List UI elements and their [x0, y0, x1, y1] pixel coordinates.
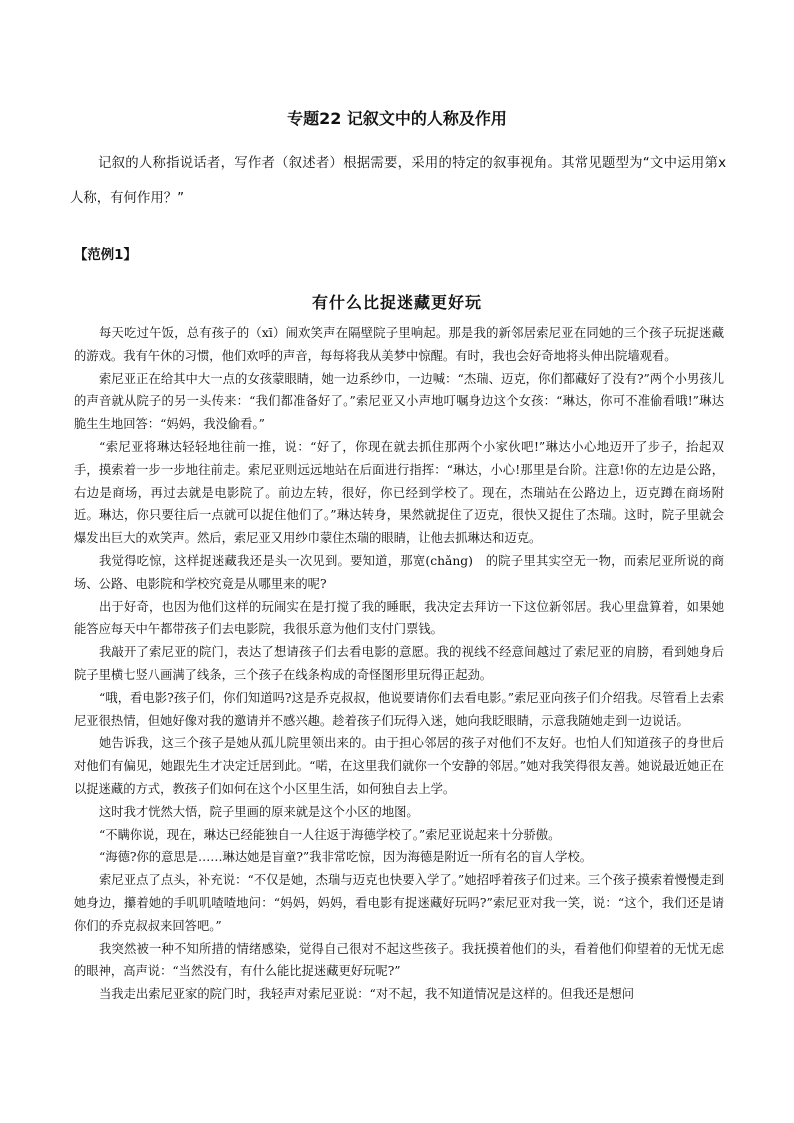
example-label: 【范例1】 [74, 248, 137, 263]
story-paragraph: 我突然被一种不知所措的情绪感染，觉得自己很对不起这些孩子。我抚摸着他们的头，看着他们仰望着的无忧无虑的眼神，高声说：“当然没有，有什么能比捉迷藏更好玩呢?” [74, 941, 724, 979]
story-paragraph: “索尼亚将琳达轻轻地往前一推，说：“好了，你现在就去抓住那两个小家伙吧!”琳达小心地迈开了步子，抬起双手，摸索着一步一步地往前走。索尼亚则远远地站在后面进行指挥：“琳达，小心!那里是台阶。注意!你的左边是公路，右边是商场，再过去就是电影院了。前边左转，很好，你已经到学校了。现在，杰瑞站在公路边上，迈克蹲在商场附近。琳达，你只要往后一点就可以捉住他们了。”琳达转身，果然就捉住了迈克，很快又捉住了杰瑞。这时，院子里就会爆发出巨大的欢笑声。然后，索尼亚又用纱巾蒙住杰瑞的眼睛，让他去抓琳达和迈克。 [74, 439, 724, 546]
story-paragraph: 当我走出索尼亚家的院门时，我轻声对索尼亚说：“对不起，我不知道情况是这样的。但我还是想问 [99, 987, 635, 1002]
story-paragraph: 每天吃过午饭，总有孩子的（xī）闹欢笑声在隔壁院子里响起。那是我的新邻居索尼亚在同她的三个孩子玩捉迷藏的游戏。我有午休的习惯，他们欢呼的声音，每每将我从美梦中惊醒。有时，我也会好奇地将头伸出院墙观看。 [74, 326, 724, 363]
intro-paragraph: 记叙的人称指说话者，写作者（叙述者）根据需要，采用的特定的叙事视角。其常见题型为“文中运用第x人称，有何作用？” [70, 156, 726, 206]
story-body [74, 322, 724, 1006]
story-paragraph: 出于好奇，也因为他们这样的玩闹实在是打搅了我的睡眠，我决定去拜访一下这位新邻居。我心里盘算着，如果她能答应每天中午都带孩子们去电影院，我很乐意为他们支付门票钱。 [74, 599, 724, 637]
story-paragraph: 我觉得吃惊，这样捉迷藏我还是头一次见到。要知道，那宽(chǎng) 的院子里其实空无一物，而索尼亚所说的商场、公路、电影院和学校究竟是从哪里来的呢? [74, 553, 724, 591]
story-paragraph: 这时我才恍然大悟，院子里画的原来就是这个小区的地图。 [99, 804, 419, 819]
story-title: 有什么比捉迷藏更好玩 [311, 293, 482, 312]
story-paragraph: “哦，看电影?孩子们，你们知道吗?这是乔克叔叔，他说要请你们去看电影。”索尼亚向孩子们介绍我。尽管看上去索尼亚很热情，但她好像对我的邀请并不感兴趣。趁着孩子们玩得入迷，她向我眨眼睛，示意我随她走到一边说话。 [74, 690, 724, 728]
story-paragraph: 索尼亚点了点头，补充说：“不仅是她，杰瑞与迈克也快要入学了。”她招呼着孩子们过来。三个孩子摸索着慢慢走到她身边，攥着她的手叽叽喳喳地问：“妈妈，妈妈，看电影有捉迷藏好玩吗?”索尼亚对我一笑，说：“这个，我们还是请你们的乔克叔叔来回答吧。” [74, 873, 724, 933]
document-title: 专题22 记叙文中的人称及作用 [287, 109, 507, 128]
story-paragraph: “不瞒你说，现在，琳达已经能独自一人往返于海德学校了。”索尼亚说起来十分骄傲。 [99, 827, 561, 842]
story-paragraph: 索尼亚正在给其中大一点的女孩蒙眼睛，她一边系纱巾，一边喊：“杰瑞、迈克，你们都藏好了没有?”两个小男孩儿的声音就从院子的另一头传来：“我们都准备好了。”索尼亚又小声地叮嘱身边这个女孩：“琳达，你可不准偷看哦!”琳达脆生生地回答：“妈妈，我没偷看。” [74, 371, 724, 432]
story-paragraph: 她告诉我，这三个孩子是她从孤儿院里领出来的。由于担心邻居的孩子对他们不友好。也怕人们知道孩子的身世后对他们有偏见，她跟先生才决定迁居到此。“喏，在这里我们就你一个安静的邻居。”她对我笑得很友善。她说最近她正在以捉迷藏的方式，教孩子们如何在这个小区里生活，如何独自去上学。 [74, 736, 724, 796]
story-paragraph: “海德?你的意思是……琳达她是盲童?”我非常吃惊，因为海德是附近一所有名的盲人学校。 [99, 850, 593, 865]
story-paragraph: 我敲开了索尼亚的院门，表达了想请孩子们去看电影的意愿。我的视线不经意间越过了索尼亚的肩膀，看到她身后院子里横七竖八画满了线条，三个孩子在线条构成的奇怪图形里玩得正起劲。 [74, 645, 724, 682]
